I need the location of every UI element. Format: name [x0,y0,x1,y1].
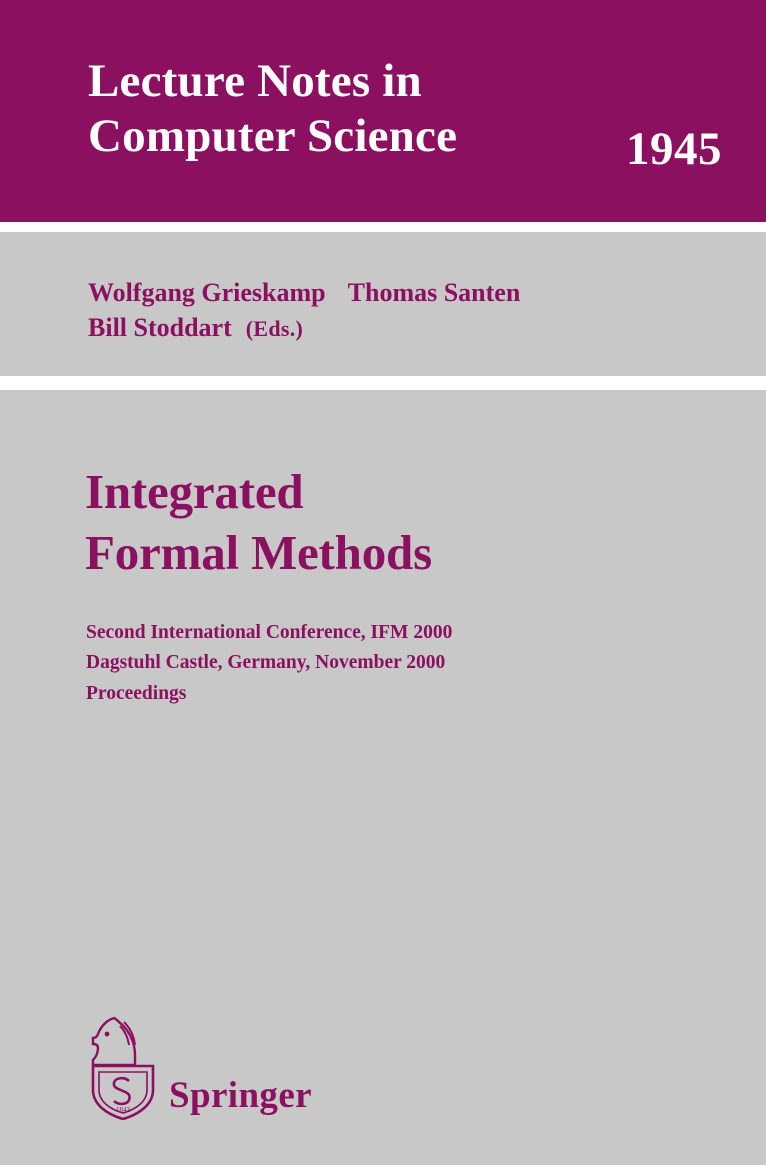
series-title-line-1: Lecture Notes in [88,55,422,107]
editors-row-2 [88,311,708,346]
editors-role-label: (Eds.) [245,315,304,341]
title-line-2: Formal Methods [85,524,432,580]
separator-middle [0,376,766,390]
editor-name-2: Thomas Santen [347,278,521,307]
subtitle-line-2: Dagstuhl Castle, Germany, November 2000 [86,652,446,674]
series-title [88,54,608,164]
separator-top [0,222,766,232]
page-title [85,462,725,584]
subtitle-line-3: Proceedings [86,682,187,704]
publisher-name: Springer [169,1075,312,1116]
series-banner [0,0,766,222]
series-title-line-2: Computer Science [88,109,458,162]
editor-name-3: Bill Stoddart [88,312,232,342]
title-line-1: Integrated [85,464,304,519]
editors-row-1 [88,276,708,311]
springer-knight-logo-icon [84,1012,162,1125]
subtitle-line-1: Second International Conference, IFM 2000 [86,622,453,643]
springer-logo-year: 1842 [116,1106,130,1114]
editors-block [88,276,708,346]
publisher-block [84,1012,424,1122]
volume-number: 1945 [626,123,722,175]
subtitle-block [86,618,706,709]
editor-name-1: Wolfgang Grieskamp [88,278,326,307]
